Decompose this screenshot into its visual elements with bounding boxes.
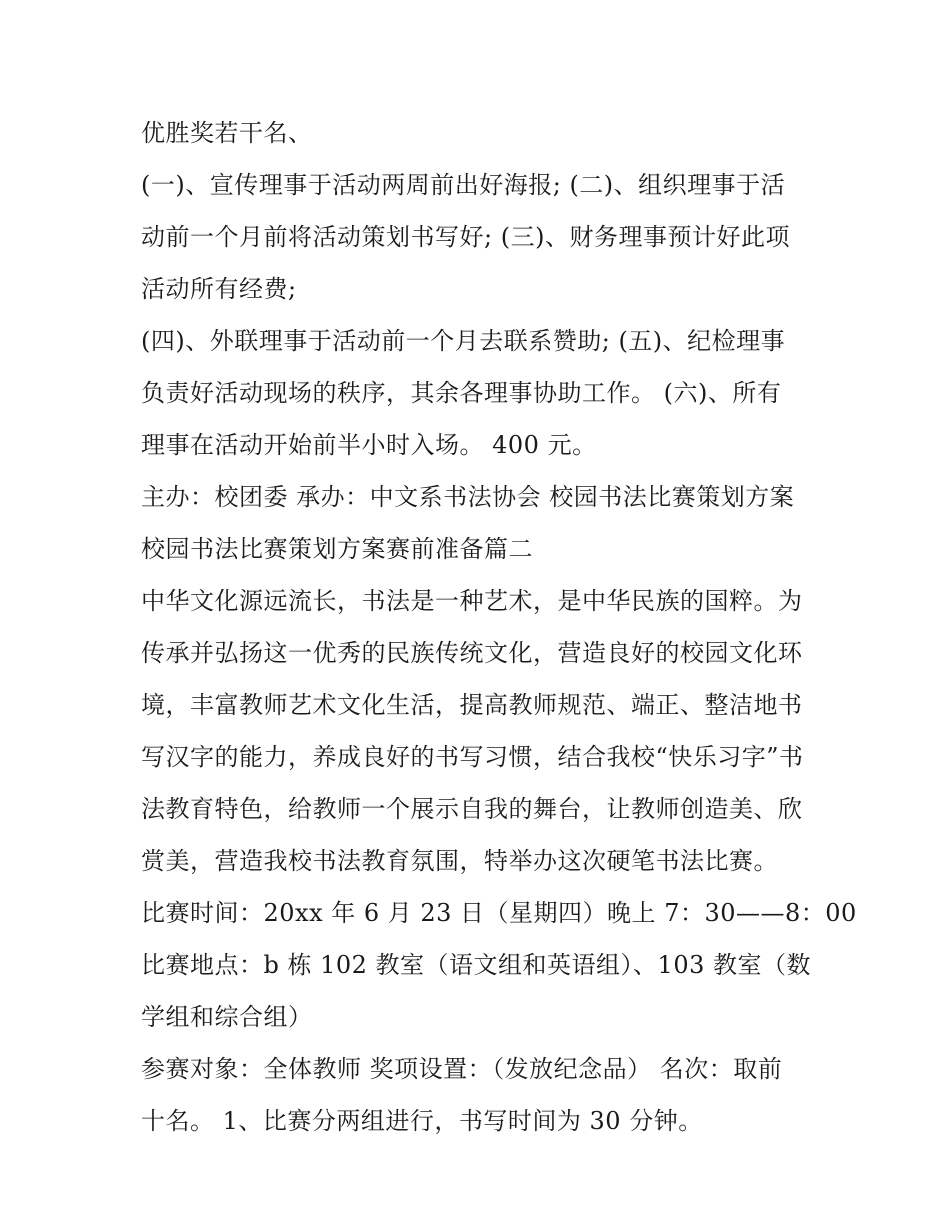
text-line: 理事在活动开始前半小时入场。 400 元。 [141,431,597,459]
text-line: 中华文化源远流长，书法是一种艺术，是中华民族的国粹。为 [141,587,803,615]
text-line: 法教育特色，给教师一个展示自我的舞台，让教师创造美、欣 [141,795,803,823]
text-line: 主办：校团委 承办：中文系书法协会 校园书法比赛策划方案 [141,483,795,511]
text-line: 优胜奖若干名、 [141,119,313,147]
section-heading: 校园书法比赛策划方案赛前准备篇二 [141,535,533,563]
text-line: 写汉字的能力，养成良好的书写习惯，结合我校“快乐习字”书 [141,743,804,771]
text-line: 动前一个月前将活动策划书写好; (三)、财务理事预计好此项 [141,223,790,251]
text-line: 比赛地点：b 栋 102 教室（语文组和英语组）、103 教室（数 [141,951,811,979]
text-line: 传承并弘扬这一优秀的民族传统文化，营造良好的校园文化环 [141,639,803,667]
text-line: 比赛时间：20xx 年 6 月 23 日（星期四）晚上 7：30——8：00 [141,899,857,927]
text-line: 赏美，营造我校书法教育氛围，特举办这次硬笔书法比赛。 [141,847,778,875]
text-line: 参赛对象：全体教师 奖项设置：（发放纪念品） 名次：取前 [141,1055,783,1083]
document-body [141,107,857,1147]
text-line: 学组和综合组） [141,1003,313,1031]
text-line: (四)、外联理事于活动前一个月去联系赞助; (五)、纪检理事 [141,327,786,355]
text-line: (一)、宣传理事于活动两周前出好海报; (二)、组织理事于活 [141,171,786,199]
text-line: 活动所有经费; [141,275,297,303]
text-line: 负责好活动现场的秩序，其余各理事协助工作。 (六)、所有 [141,379,782,407]
text-line: 十名。 1、比赛分两组进行，书写时间为 30 分钟。 [141,1107,703,1135]
text-line: 境，丰富教师艺术文化生活，提高教师规范、端正、整洁地书 [141,691,803,719]
